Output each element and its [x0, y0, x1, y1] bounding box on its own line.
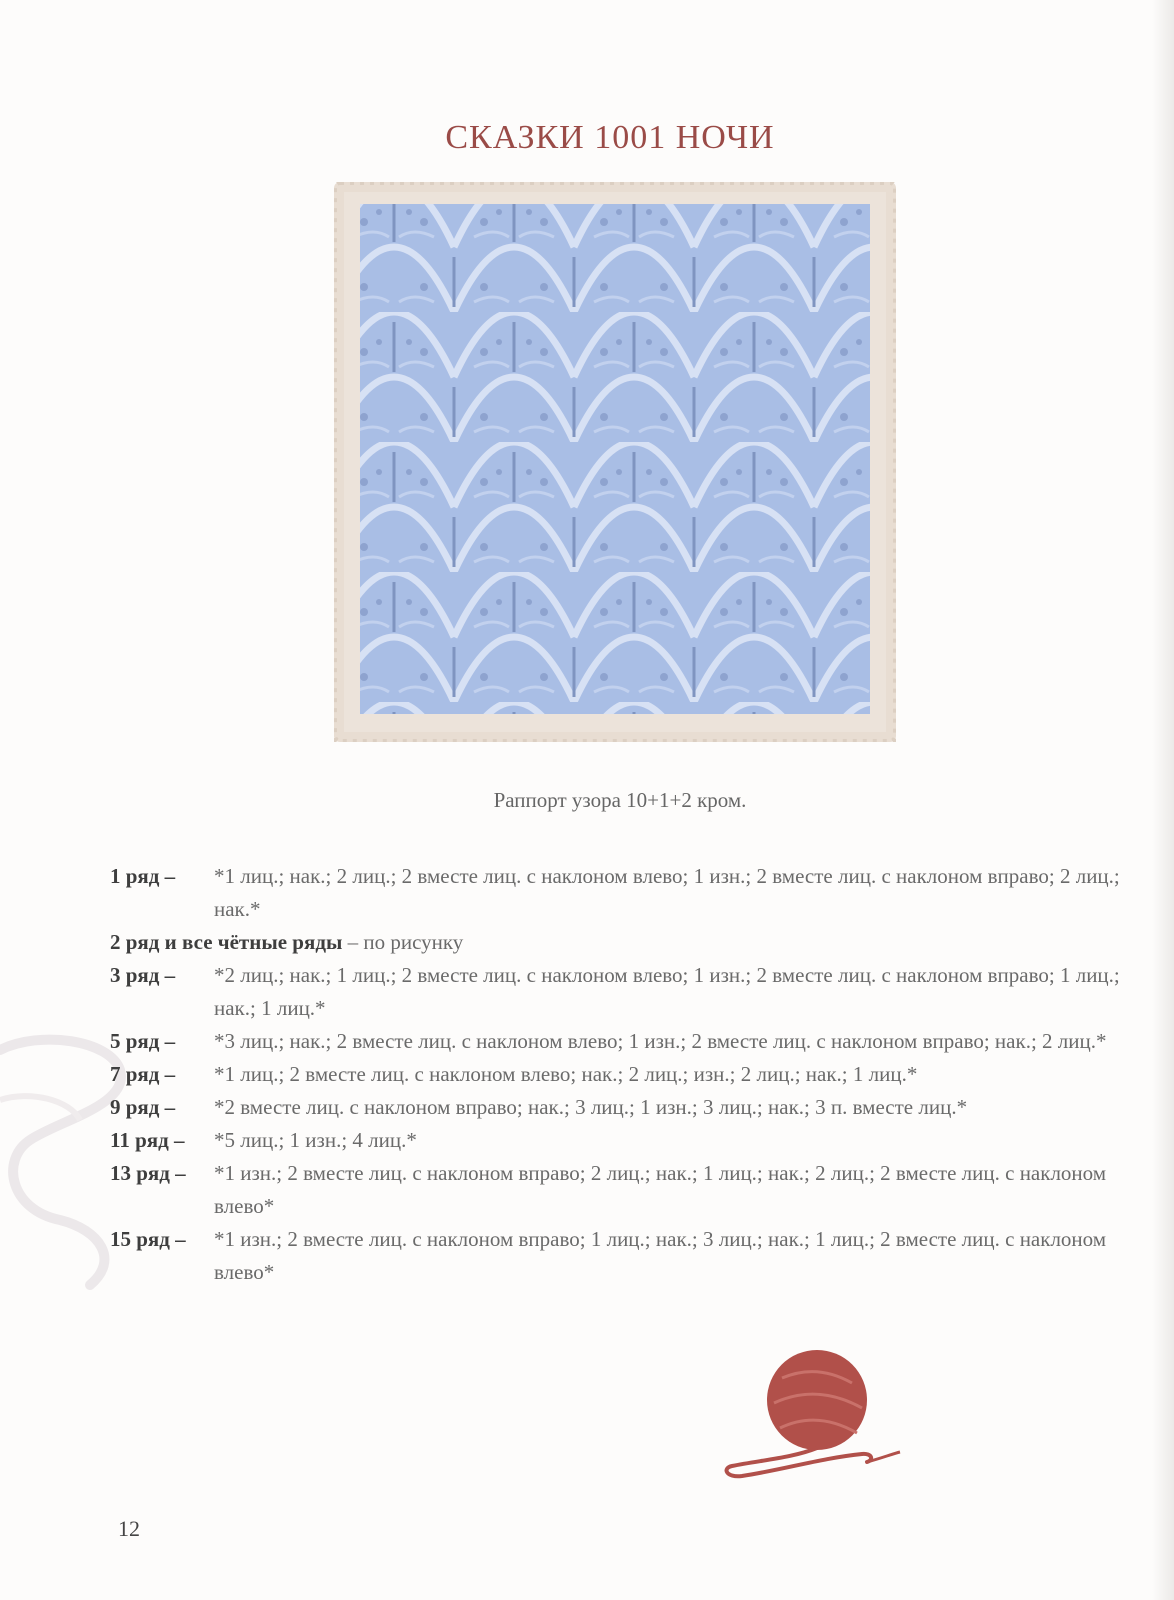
- instruction-row-13: [110, 1157, 1120, 1223]
- row-text: *1 лиц.; нак.; 2 лиц.; 2 вместе лиц. с наклоном влево; 1 изн.; 2 вместе лиц. с наклоном вправо; 2 лиц.; нак.*: [214, 864, 1120, 921]
- row-label: 2 ряд и все чётные ряды: [110, 930, 343, 954]
- row-text: *1 изн.; 2 вместе лиц. с наклоном вправо; 1 лиц.; нак.; 3 лиц.; нак.; 1 лиц.; 2 вместе лиц. с наклоном влево*: [214, 1227, 1107, 1284]
- instruction-row-15: [110, 1223, 1120, 1289]
- row-text: *1 лиц.; 2 вместе лиц. с наклоном влево; нак.; 2 лиц.; изн.; 2 лиц.; нак.; 1 лиц.*: [214, 1062, 918, 1086]
- row-text: *5 лиц.; 1 изн.; 4 лиц.*: [214, 1128, 417, 1152]
- row-label: 13 ряд –: [110, 1161, 186, 1185]
- instruction-row-2: [110, 926, 1120, 959]
- instruction-row-9: [110, 1091, 1120, 1124]
- instruction-row-7: [110, 1058, 1120, 1091]
- yarn-ball-icon: [722, 1348, 902, 1488]
- instruction-row-1: [110, 860, 1120, 926]
- knitted-swatch-photo: [334, 182, 896, 742]
- row-label: 5 ряд –: [110, 1029, 176, 1053]
- row-label: 9 ряд –: [110, 1095, 176, 1119]
- row-text: – по рисунку: [342, 930, 464, 954]
- row-label: 3 ряд –: [110, 963, 176, 987]
- page-title: СКАЗКИ 1001 НОЧИ: [445, 118, 775, 156]
- row-label: 15 ряд –: [110, 1227, 186, 1251]
- row-text: *3 лиц.; нак.; 2 вместе лиц. с наклоном влево; 1 изн.; 2 вместе лиц. с наклоном вправо; нак.; 2 лиц.*: [214, 1029, 1107, 1053]
- instruction-row-5: [110, 1025, 1120, 1058]
- instruction-row-3: [110, 959, 1120, 1025]
- row-text: *2 лиц.; нак.; 1 лиц.; 2 вместе лиц. с наклоном влево; 1 изн.; 2 вместе лиц. с наклоном вправо; 1 лиц.; нак.; 1 лиц.*: [214, 963, 1120, 1020]
- row-text: *1 изн.; 2 вместе лиц. с наклоном вправо; 2 лиц.; нак.; 1 лиц.; нак.; 2 лиц.; 2 вместе лиц. с наклоном влево*: [214, 1161, 1107, 1218]
- instruction-row-11: [110, 1124, 1120, 1157]
- row-instructions: [110, 860, 1120, 1289]
- row-label: 11 ряд –: [110, 1128, 185, 1152]
- row-text: *2 вместе лиц. с наклоном вправо; нак.; 3 лиц.; 1 изн.; 3 лиц.; нак.; 3 п. вместе лиц.*: [214, 1095, 968, 1119]
- page-number: 12: [118, 1516, 140, 1541]
- swatch-photo-frame: [334, 182, 896, 742]
- pattern-repeat-caption: Раппорт узора 10+1+2 кром.: [493, 788, 747, 812]
- row-label: 7 ряд –: [110, 1062, 176, 1086]
- row-label: 1 ряд –: [110, 864, 176, 888]
